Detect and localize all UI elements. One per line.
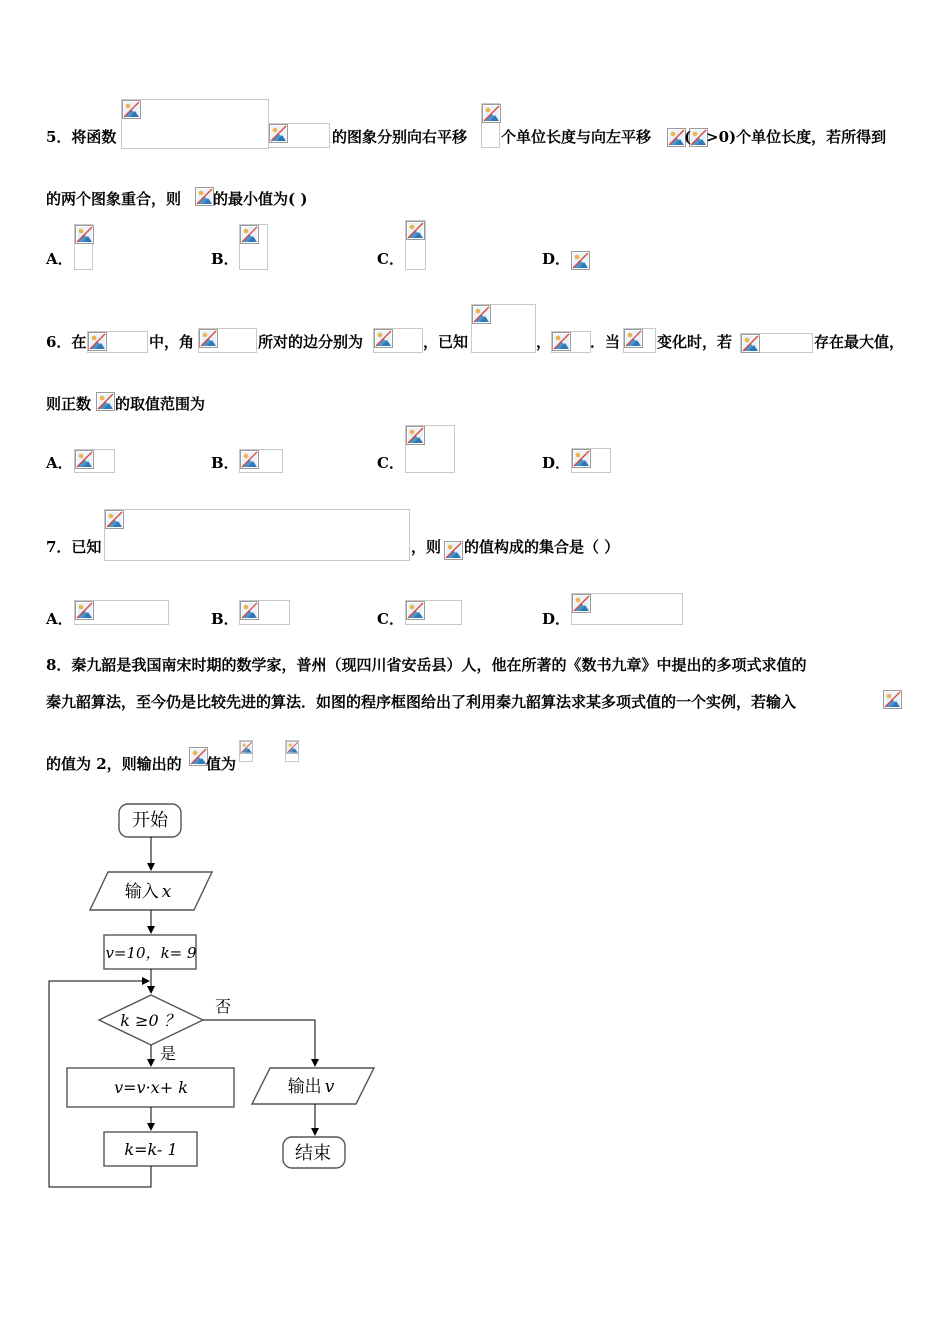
broken-image-icon bbox=[240, 741, 253, 754]
broken-image-icon bbox=[269, 124, 288, 143]
q5-text: 5．将函数 bbox=[46, 128, 117, 146]
formula-image bbox=[195, 187, 214, 207]
q5-option-a[interactable]: A． bbox=[46, 250, 73, 268]
flow-input-var: x bbox=[161, 882, 172, 902]
formula-image bbox=[87, 331, 148, 353]
flow-end-label: 结束 bbox=[295, 1143, 331, 1164]
q6-text: 则正数 bbox=[46, 395, 92, 413]
q5-text: 个单位长度与向左平移 bbox=[501, 128, 652, 146]
q7-text: 的值构成的集合是（ ） bbox=[464, 538, 620, 556]
q6-option-a[interactable]: A． bbox=[46, 454, 73, 472]
broken-image-icon bbox=[88, 332, 107, 351]
flow-update-v-label: v=v·x+ k bbox=[114, 1078, 188, 1097]
formula-image bbox=[239, 740, 253, 762]
formula-image bbox=[471, 304, 536, 353]
option-image bbox=[239, 600, 290, 625]
q6-text: 的取值范围为 bbox=[115, 395, 206, 413]
broken-image-icon bbox=[482, 104, 501, 123]
flow-output-label: 输出 bbox=[287, 1077, 322, 1097]
broken-image-icon bbox=[883, 690, 902, 709]
option-image bbox=[74, 600, 169, 625]
broken-image-icon bbox=[105, 510, 124, 529]
q6-option-c[interactable]: C． bbox=[377, 454, 404, 472]
broken-image-icon bbox=[572, 594, 591, 613]
flow-no-label: 否 bbox=[214, 997, 232, 1016]
formula-image bbox=[444, 541, 463, 561]
q8-text: 秦九韶算法，至今仍是比较先进的算法．如图的程序框图给出了利用秦九韶算法求某多项式值的一个实例，若输入 bbox=[46, 693, 797, 711]
broken-image-icon bbox=[444, 541, 463, 560]
option-image bbox=[74, 449, 115, 473]
q8-text: 值为 bbox=[206, 755, 237, 773]
formula-image bbox=[104, 509, 410, 561]
option-image bbox=[571, 251, 590, 270]
broken-image-icon bbox=[406, 601, 425, 620]
q7-option-c[interactable]: C． bbox=[377, 610, 404, 628]
option-image bbox=[405, 425, 455, 473]
q5-text: >0)个单位长度，若所得到 bbox=[706, 128, 887, 146]
q6-text: ， bbox=[536, 333, 552, 351]
option-image bbox=[405, 220, 426, 270]
option-image bbox=[239, 449, 283, 473]
q6-text: ，已知 bbox=[423, 333, 469, 351]
q5-text: 的图象分别向右平移 bbox=[332, 128, 468, 146]
q5-text: ( bbox=[684, 128, 692, 146]
q5-text: 的最小值为( ) bbox=[213, 190, 308, 208]
formula-image bbox=[481, 103, 500, 148]
q6-text: 存在最大值， bbox=[814, 333, 905, 351]
q6-option-b[interactable]: B． bbox=[211, 454, 239, 472]
broken-image-icon bbox=[199, 329, 218, 348]
broken-image-icon bbox=[552, 332, 571, 351]
flowchart bbox=[0, 790, 400, 1210]
broken-image-icon bbox=[240, 601, 259, 620]
broken-image-icon bbox=[75, 225, 94, 244]
q7-option-a[interactable]: A． bbox=[46, 610, 73, 628]
q7-option-d[interactable]: D． bbox=[542, 610, 571, 628]
q6-text: 所对的边分别为 bbox=[258, 333, 364, 351]
broken-image-icon bbox=[374, 329, 393, 348]
broken-image-icon bbox=[406, 426, 425, 445]
broken-image-icon bbox=[741, 334, 760, 353]
q5-option-d[interactable]: D． bbox=[542, 250, 571, 268]
formula-image bbox=[198, 328, 257, 353]
q6-text: ．当 bbox=[590, 333, 621, 351]
broken-image-icon bbox=[240, 225, 259, 244]
q8-text: 的值为 2，则输出的 bbox=[46, 755, 182, 773]
option-image bbox=[405, 600, 462, 625]
flow-start-label: 开始 bbox=[132, 810, 168, 831]
flow-condition-label: k ≥0 ？ bbox=[120, 1011, 180, 1030]
option-image bbox=[74, 224, 93, 270]
option-image bbox=[571, 448, 611, 473]
broken-image-icon bbox=[240, 450, 259, 469]
formula-image bbox=[883, 690, 902, 710]
q5-text: 的两个图象重合，则 bbox=[46, 190, 182, 208]
broken-image-icon bbox=[572, 449, 591, 468]
svg-text:输出v bbox=[288, 1077, 335, 1097]
formula-image bbox=[740, 333, 813, 353]
broken-image-icon bbox=[122, 100, 141, 119]
q6-text: 中，角 bbox=[149, 333, 195, 351]
broken-image-icon bbox=[195, 187, 214, 206]
q7-text: ，则 bbox=[411, 538, 442, 556]
broken-image-icon bbox=[75, 601, 94, 620]
q6-option-d[interactable]: D． bbox=[542, 454, 571, 472]
broken-image-icon bbox=[472, 305, 491, 324]
formula-image bbox=[373, 328, 423, 353]
formula-image bbox=[96, 392, 115, 412]
flow-update-k-label: k=k- 1 bbox=[124, 1140, 178, 1159]
q8-text: 8．秦九韶是我国南宋时期的数学家，普州（现四川省安岳县）人，他在所著的《数书九章》中提出的多项式求值的 bbox=[46, 656, 807, 674]
flow-output-var: v bbox=[324, 1077, 335, 1097]
formula-image bbox=[285, 740, 299, 762]
broken-image-icon bbox=[286, 741, 299, 754]
q5-option-b[interactable]: B． bbox=[211, 250, 239, 268]
svg-text:输入x bbox=[125, 882, 172, 902]
formula-image bbox=[551, 331, 591, 353]
flow-yes-label: 是 bbox=[159, 1044, 177, 1063]
flow-init-label: v=10，k= 9 bbox=[105, 944, 197, 962]
option-image bbox=[239, 224, 268, 270]
broken-image-icon bbox=[406, 221, 425, 240]
formula-image bbox=[268, 123, 330, 148]
broken-image-icon bbox=[96, 392, 115, 411]
formula-image bbox=[623, 328, 656, 353]
q7-option-b[interactable]: B． bbox=[211, 610, 239, 628]
q6-text: 变化时，若 bbox=[657, 333, 733, 351]
broken-image-icon bbox=[624, 329, 643, 348]
broken-image-icon bbox=[75, 450, 94, 469]
flow-input-label: 输入 bbox=[124, 882, 159, 902]
q5-option-c[interactable]: C． bbox=[377, 250, 404, 268]
option-image bbox=[571, 593, 683, 625]
q7-text: 7．已知 bbox=[46, 538, 102, 556]
formula-image bbox=[121, 99, 269, 149]
q6-text: 6．在 bbox=[46, 333, 87, 351]
broken-image-icon bbox=[571, 251, 590, 270]
